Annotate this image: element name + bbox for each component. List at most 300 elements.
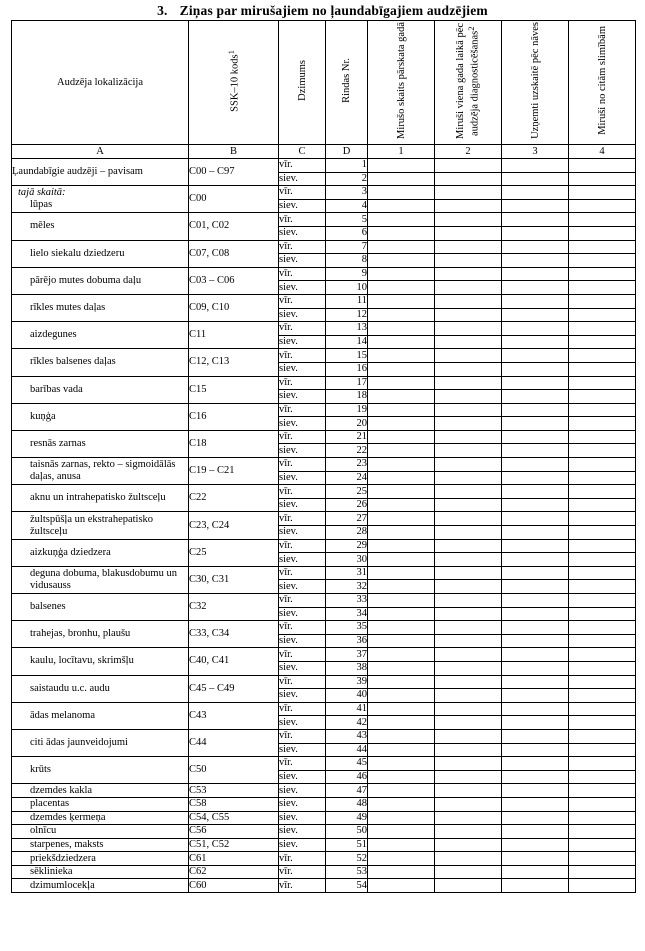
- value-cell-col2[interactable]: [435, 797, 502, 811]
- value-cell-col2[interactable]: [435, 634, 502, 648]
- page-title: [0, 3, 645, 19]
- value-cell-col4[interactable]: [569, 349, 636, 363]
- value-cell-col1[interactable]: [368, 607, 435, 621]
- value-cell-col1[interactable]: [368, 865, 435, 879]
- value-cell-col4[interactable]: [569, 403, 636, 417]
- value-cell-col3[interactable]: [502, 362, 569, 376]
- value-cell-col1[interactable]: [368, 362, 435, 376]
- value-cell-col3[interactable]: [502, 594, 569, 608]
- row-number-cell: 13: [326, 322, 368, 336]
- value-cell-col2[interactable]: [435, 430, 502, 444]
- header-localization: Audzēja lokalizācija: [12, 21, 189, 145]
- value-cell-col3[interactable]: [502, 852, 569, 866]
- value-cell-col1[interactable]: [368, 267, 435, 281]
- value-cell-col3[interactable]: [502, 580, 569, 594]
- value-cell-col1[interactable]: [368, 254, 435, 268]
- value-cell-col3[interactable]: [502, 403, 569, 417]
- code-cell: C15: [189, 376, 279, 403]
- value-cell-col1[interactable]: [368, 566, 435, 580]
- value-cell-col2[interactable]: [435, 594, 502, 608]
- value-cell-col3[interactable]: [502, 498, 569, 512]
- value-cell-col3[interactable]: [502, 213, 569, 227]
- value-cell-col4[interactable]: [569, 526, 636, 540]
- value-cell-col2[interactable]: [435, 471, 502, 485]
- value-cell-col2[interactable]: [435, 757, 502, 771]
- value-cell-col4[interactable]: [569, 362, 636, 376]
- value-cell-col4[interactable]: [569, 498, 636, 512]
- value-cell-col2[interactable]: [435, 254, 502, 268]
- value-cell-col3[interactable]: [502, 254, 569, 268]
- value-cell-col1[interactable]: [368, 186, 435, 200]
- table-row: [12, 485, 636, 499]
- value-cell-col3[interactable]: [502, 349, 569, 363]
- gender-cell: vīr.: [279, 213, 326, 227]
- gender-cell: siev.: [279, 335, 326, 349]
- value-cell-col4[interactable]: [569, 159, 636, 173]
- value-cell-col1[interactable]: [368, 729, 435, 743]
- code-cell: C22: [189, 485, 279, 512]
- value-cell-col1[interactable]: [368, 580, 435, 594]
- gender-cell: siev.: [279, 811, 326, 825]
- table-row: [12, 403, 636, 417]
- value-cell-col3[interactable]: [502, 485, 569, 499]
- value-cell-col1[interactable]: [368, 702, 435, 716]
- value-cell-col1[interactable]: [368, 716, 435, 730]
- value-cell-col3[interactable]: [502, 675, 569, 689]
- value-cell-col1[interactable]: [368, 240, 435, 254]
- gender-cell: siev.: [279, 838, 326, 852]
- value-cell-col2[interactable]: [435, 159, 502, 173]
- table-row: [12, 797, 636, 811]
- letter-c: C: [279, 145, 326, 159]
- value-cell-col1[interactable]: [368, 376, 435, 390]
- code-cell: C30, C31: [189, 566, 279, 593]
- value-cell-col4[interactable]: [569, 594, 636, 608]
- value-cell-col4[interactable]: [569, 553, 636, 567]
- value-cell-col3[interactable]: [502, 308, 569, 322]
- gender-cell: vīr.: [279, 729, 326, 743]
- value-cell-col1[interactable]: [368, 838, 435, 852]
- code-cell: C12, C13: [189, 349, 279, 376]
- value-cell-col1[interactable]: [368, 634, 435, 648]
- value-cell-col2[interactable]: [435, 879, 502, 893]
- gender-cell: vīr.: [279, 430, 326, 444]
- value-cell-col4[interactable]: [569, 757, 636, 771]
- value-cell-col3[interactable]: [502, 634, 569, 648]
- header-col2: Miruši viena gada laikā pēc audzēja diagnosticēšanas$^2$: [435, 21, 502, 145]
- value-cell-col3[interactable]: [502, 838, 569, 852]
- value-cell-col2[interactable]: [435, 811, 502, 825]
- value-cell-col1[interactable]: [368, 784, 435, 798]
- value-cell-col4[interactable]: [569, 825, 636, 839]
- table-row: [12, 430, 636, 444]
- value-cell-col1[interactable]: [368, 553, 435, 567]
- value-cell-col1[interactable]: [368, 770, 435, 784]
- row-number-cell: 36: [326, 634, 368, 648]
- value-cell-col2[interactable]: [435, 825, 502, 839]
- value-cell-col1[interactable]: [368, 852, 435, 866]
- value-cell-col2[interactable]: [435, 199, 502, 213]
- row-number-cell: 33: [326, 594, 368, 608]
- header-col4: Miruši no citām slimībām: [569, 21, 636, 145]
- value-cell-col2[interactable]: [435, 675, 502, 689]
- value-cell-col2[interactable]: [435, 607, 502, 621]
- value-cell-col3[interactable]: [502, 689, 569, 703]
- localization-text: trahejas, bronhu, plaušu: [30, 628, 131, 640]
- localization-cell: [12, 267, 189, 294]
- localization-cell: dzemdes ķermeņa: [12, 811, 189, 825]
- value-cell-col4[interactable]: [569, 743, 636, 757]
- value-cell-col2[interactable]: [435, 838, 502, 852]
- value-cell-col4[interactable]: [569, 838, 636, 852]
- value-cell-col4[interactable]: [569, 661, 636, 675]
- value-cell-col4[interactable]: [569, 335, 636, 349]
- value-cell-col1[interactable]: [368, 281, 435, 295]
- value-cell-col2[interactable]: [435, 689, 502, 703]
- value-cell-col3[interactable]: [502, 226, 569, 240]
- value-cell-col3[interactable]: [502, 757, 569, 771]
- value-cell-col4[interactable]: [569, 458, 636, 472]
- value-cell-col1[interactable]: [368, 199, 435, 213]
- code-cell: C00 – C97: [189, 159, 279, 186]
- value-cell-col4[interactable]: [569, 607, 636, 621]
- value-cell-col1[interactable]: [368, 825, 435, 839]
- value-cell-col1[interactable]: [368, 403, 435, 417]
- value-cell-col2[interactable]: [435, 444, 502, 458]
- value-cell-col3[interactable]: [502, 729, 569, 743]
- value-cell-col3[interactable]: [502, 702, 569, 716]
- value-cell-col2[interactable]: [435, 226, 502, 240]
- value-cell-col1[interactable]: [368, 308, 435, 322]
- value-cell-col4[interactable]: [569, 621, 636, 635]
- value-cell-col2[interactable]: [435, 294, 502, 308]
- value-cell-col4[interactable]: [569, 430, 636, 444]
- table-row: [12, 186, 636, 200]
- value-cell-col1[interactable]: [368, 172, 435, 186]
- table-row: [12, 825, 636, 839]
- table-row: [12, 240, 636, 254]
- value-cell-col4[interactable]: [569, 417, 636, 431]
- value-cell-col3[interactable]: [502, 865, 569, 879]
- table-row: [12, 675, 636, 689]
- value-cell-col4[interactable]: [569, 580, 636, 594]
- value-cell-col3[interactable]: [502, 539, 569, 553]
- value-cell-col1[interactable]: [368, 471, 435, 485]
- value-cell-col2[interactable]: [435, 390, 502, 404]
- value-cell-col3[interactable]: [502, 648, 569, 662]
- value-cell-col4[interactable]: [569, 444, 636, 458]
- value-cell-col3[interactable]: [502, 607, 569, 621]
- value-cell-col1[interactable]: [368, 594, 435, 608]
- value-cell-col2[interactable]: [435, 784, 502, 798]
- value-cell-col4[interactable]: [569, 648, 636, 662]
- header-gender: Dzimums: [279, 21, 326, 145]
- value-cell-col3[interactable]: [502, 526, 569, 540]
- value-cell-col3[interactable]: [502, 417, 569, 431]
- value-cell-col4[interactable]: [569, 485, 636, 499]
- row-number-cell: 26: [326, 498, 368, 512]
- value-cell-col4[interactable]: [569, 811, 636, 825]
- value-cell-col2[interactable]: [435, 661, 502, 675]
- value-cell-col3[interactable]: [502, 322, 569, 336]
- value-cell-col2[interactable]: [435, 376, 502, 390]
- value-cell-col1[interactable]: [368, 797, 435, 811]
- value-cell-col3[interactable]: [502, 294, 569, 308]
- value-cell-col2[interactable]: [435, 729, 502, 743]
- value-cell-col1[interactable]: [368, 349, 435, 363]
- value-cell-col4[interactable]: [569, 702, 636, 716]
- value-cell-col3[interactable]: [502, 471, 569, 485]
- value-cell-col3[interactable]: [502, 281, 569, 295]
- gender-cell: vīr.: [279, 322, 326, 336]
- value-cell-col3[interactable]: [502, 784, 569, 798]
- value-cell-col4[interactable]: [569, 675, 636, 689]
- value-cell-col2[interactable]: [435, 172, 502, 186]
- value-cell-col1[interactable]: [368, 811, 435, 825]
- value-cell-col4[interactable]: [569, 865, 636, 879]
- value-cell-col3[interactable]: [502, 335, 569, 349]
- value-cell-col3[interactable]: [502, 186, 569, 200]
- value-cell-col3[interactable]: [502, 553, 569, 567]
- value-cell-col3[interactable]: [502, 797, 569, 811]
- value-cell-col3[interactable]: [502, 661, 569, 675]
- value-cell-col4[interactable]: [569, 213, 636, 227]
- row-number-cell: 4: [326, 199, 368, 213]
- localization-cell: [12, 675, 189, 702]
- table-row: [12, 294, 636, 308]
- value-cell-col4[interactable]: [569, 471, 636, 485]
- value-cell-col2[interactable]: [435, 186, 502, 200]
- value-cell-col4[interactable]: [569, 770, 636, 784]
- value-cell-col4[interactable]: [569, 254, 636, 268]
- value-cell-col1[interactable]: [368, 757, 435, 771]
- table-row: [12, 512, 636, 526]
- row-number-cell: 5: [326, 213, 368, 227]
- header-code: SSK–10 kods$^1$: [189, 21, 279, 145]
- value-cell-col1[interactable]: [368, 322, 435, 336]
- code-cell: C61: [189, 852, 279, 866]
- gender-cell: siev.: [279, 716, 326, 730]
- value-cell-col1[interactable]: [368, 621, 435, 635]
- value-cell-col2[interactable]: [435, 485, 502, 499]
- value-cell-col2[interactable]: [435, 770, 502, 784]
- table-body: [12, 159, 636, 893]
- value-cell-col2[interactable]: [435, 335, 502, 349]
- value-cell-col4[interactable]: [569, 512, 636, 526]
- row-number-cell: 49: [326, 811, 368, 825]
- code-cell: C11: [189, 322, 279, 349]
- value-cell-col2[interactable]: [435, 553, 502, 567]
- value-cell-col2[interactable]: [435, 362, 502, 376]
- row-number-cell: 30: [326, 553, 368, 567]
- value-cell-col3[interactable]: [502, 811, 569, 825]
- value-cell-col4[interactable]: [569, 634, 636, 648]
- value-cell-col2[interactable]: [435, 648, 502, 662]
- value-cell-col2[interactable]: [435, 498, 502, 512]
- value-cell-col1[interactable]: [368, 675, 435, 689]
- row-number-cell: 50: [326, 825, 368, 839]
- value-cell-col1[interactable]: [368, 485, 435, 499]
- localization-cell: [12, 648, 189, 675]
- value-cell-col4[interactable]: [569, 797, 636, 811]
- value-cell-col4[interactable]: [569, 308, 636, 322]
- value-cell-col2[interactable]: [435, 322, 502, 336]
- value-cell-col3[interactable]: [502, 512, 569, 526]
- gender-cell: siev.: [279, 199, 326, 213]
- value-cell-col4[interactable]: [569, 267, 636, 281]
- localization-cell: [12, 376, 189, 403]
- value-cell-col2[interactable]: [435, 403, 502, 417]
- value-cell-col1[interactable]: [368, 430, 435, 444]
- value-cell-col4[interactable]: [569, 322, 636, 336]
- header-col1: Mirušo skaits pārskata gadā: [368, 21, 435, 145]
- value-cell-col2[interactable]: [435, 743, 502, 757]
- value-cell-col3[interactable]: [502, 743, 569, 757]
- letter-a: A: [12, 145, 189, 159]
- value-cell-col2[interactable]: [435, 512, 502, 526]
- value-cell-col1[interactable]: [368, 226, 435, 240]
- row-number-cell: 27: [326, 512, 368, 526]
- value-cell-col2[interactable]: [435, 852, 502, 866]
- value-cell-col2[interactable]: [435, 865, 502, 879]
- value-cell-col3[interactable]: [502, 376, 569, 390]
- value-cell-col3[interactable]: [502, 716, 569, 730]
- value-cell-col2[interactable]: [435, 580, 502, 594]
- code-cell: C25: [189, 539, 279, 566]
- value-cell-col1[interactable]: [368, 689, 435, 703]
- value-cell-col3[interactable]: [502, 770, 569, 784]
- value-cell-col4[interactable]: [569, 689, 636, 703]
- localization-text: resnās zarnas: [30, 437, 86, 449]
- value-cell-col3[interactable]: [502, 825, 569, 839]
- code-cell: C54, C55: [189, 811, 279, 825]
- value-cell-col2[interactable]: [435, 417, 502, 431]
- value-cell-col2[interactable]: [435, 621, 502, 635]
- localization-text: deguna dobuma, blakusdobumu un vidusauss: [30, 567, 177, 591]
- value-cell-col4[interactable]: [569, 784, 636, 798]
- value-cell-col4[interactable]: [569, 566, 636, 580]
- value-cell-col4[interactable]: [569, 390, 636, 404]
- value-cell-col4[interactable]: [569, 172, 636, 186]
- value-cell-col2[interactable]: [435, 240, 502, 254]
- value-cell-col1[interactable]: [368, 159, 435, 173]
- value-cell-col4[interactable]: [569, 729, 636, 743]
- gender-cell: siev.: [279, 743, 326, 757]
- gender-cell: siev.: [279, 607, 326, 621]
- value-cell-col1[interactable]: [368, 417, 435, 431]
- value-cell-col2[interactable]: [435, 267, 502, 281]
- value-cell-col1[interactable]: [368, 335, 435, 349]
- value-cell-col4[interactable]: [569, 852, 636, 866]
- table-row: [12, 159, 636, 173]
- value-cell-col4[interactable]: [569, 376, 636, 390]
- value-cell-col3[interactable]: [502, 566, 569, 580]
- value-cell-col2[interactable]: [435, 213, 502, 227]
- value-cell-col2[interactable]: [435, 716, 502, 730]
- value-cell-col4[interactable]: [569, 281, 636, 295]
- table-row: [12, 811, 636, 825]
- value-cell-col2[interactable]: [435, 566, 502, 580]
- value-cell-col1[interactable]: [368, 390, 435, 404]
- value-cell-col1[interactable]: [368, 498, 435, 512]
- value-cell-col2[interactable]: [435, 281, 502, 295]
- gender-cell: siev.: [279, 498, 326, 512]
- gender-cell: vīr.: [279, 267, 326, 281]
- value-cell-col4[interactable]: [569, 199, 636, 213]
- value-cell-col3[interactable]: [502, 444, 569, 458]
- value-cell-col2[interactable]: [435, 526, 502, 540]
- value-cell-col2[interactable]: [435, 458, 502, 472]
- value-cell-col1[interactable]: [368, 743, 435, 757]
- value-cell-col2[interactable]: [435, 702, 502, 716]
- value-cell-col4[interactable]: [569, 240, 636, 254]
- value-cell-col4[interactable]: [569, 186, 636, 200]
- localization-cell: placentas: [12, 797, 189, 811]
- value-cell-col3[interactable]: [502, 240, 569, 254]
- value-cell-col2[interactable]: [435, 349, 502, 363]
- row-number-cell: 3: [326, 186, 368, 200]
- code-cell: C32: [189, 594, 279, 621]
- value-cell-col4[interactable]: [569, 226, 636, 240]
- code-cell: C18: [189, 430, 279, 457]
- value-cell-col3[interactable]: [502, 621, 569, 635]
- value-cell-col3[interactable]: [502, 267, 569, 281]
- value-cell-col4[interactable]: [569, 879, 636, 893]
- code-cell: C51, C52: [189, 838, 279, 852]
- value-cell-col1[interactable]: [368, 648, 435, 662]
- row-number-cell: 35: [326, 621, 368, 635]
- value-cell-col3[interactable]: [502, 159, 569, 173]
- value-cell-col3[interactable]: [502, 879, 569, 893]
- row-number-cell: 23: [326, 458, 368, 472]
- row-number-cell: 38: [326, 661, 368, 675]
- value-cell-col2[interactable]: [435, 308, 502, 322]
- value-cell-col4[interactable]: [569, 294, 636, 308]
- localization-text: aknu un intrahepatisko žultsceļu: [30, 492, 166, 504]
- row-number-cell: 44: [326, 743, 368, 757]
- value-cell-col2[interactable]: [435, 539, 502, 553]
- row-number-cell: 28: [326, 526, 368, 540]
- value-cell-col4[interactable]: [569, 716, 636, 730]
- gender-cell: vīr.: [279, 186, 326, 200]
- value-cell-col3[interactable]: [502, 458, 569, 472]
- value-cell-col4[interactable]: [569, 539, 636, 553]
- value-cell-col1[interactable]: [368, 444, 435, 458]
- value-cell-col3[interactable]: [502, 199, 569, 213]
- letter-3: 3: [502, 145, 569, 159]
- table-row: [12, 729, 636, 743]
- value-cell-col1[interactable]: [368, 879, 435, 893]
- value-cell-col3[interactable]: [502, 172, 569, 186]
- value-cell-col1[interactable]: [368, 294, 435, 308]
- value-cell-col1[interactable]: [368, 539, 435, 553]
- value-cell-col1[interactable]: [368, 213, 435, 227]
- localization-cell: [12, 621, 189, 648]
- value-cell-col3[interactable]: [502, 430, 569, 444]
- value-cell-col1[interactable]: [368, 458, 435, 472]
- value-cell-col1[interactable]: [368, 512, 435, 526]
- code-cell: C58: [189, 797, 279, 811]
- gender-cell: vīr.: [279, 240, 326, 254]
- value-cell-col1[interactable]: [368, 661, 435, 675]
- localization-text: Ļaundabīgie audzēji – pavisam: [12, 166, 143, 178]
- localization-cell: [12, 159, 189, 186]
- value-cell-col1[interactable]: [368, 526, 435, 540]
- localization-text: krūts: [30, 764, 51, 776]
- value-cell-col3[interactable]: [502, 390, 569, 404]
- row-number-cell: 16: [326, 362, 368, 376]
- gender-cell: siev.: [279, 308, 326, 322]
